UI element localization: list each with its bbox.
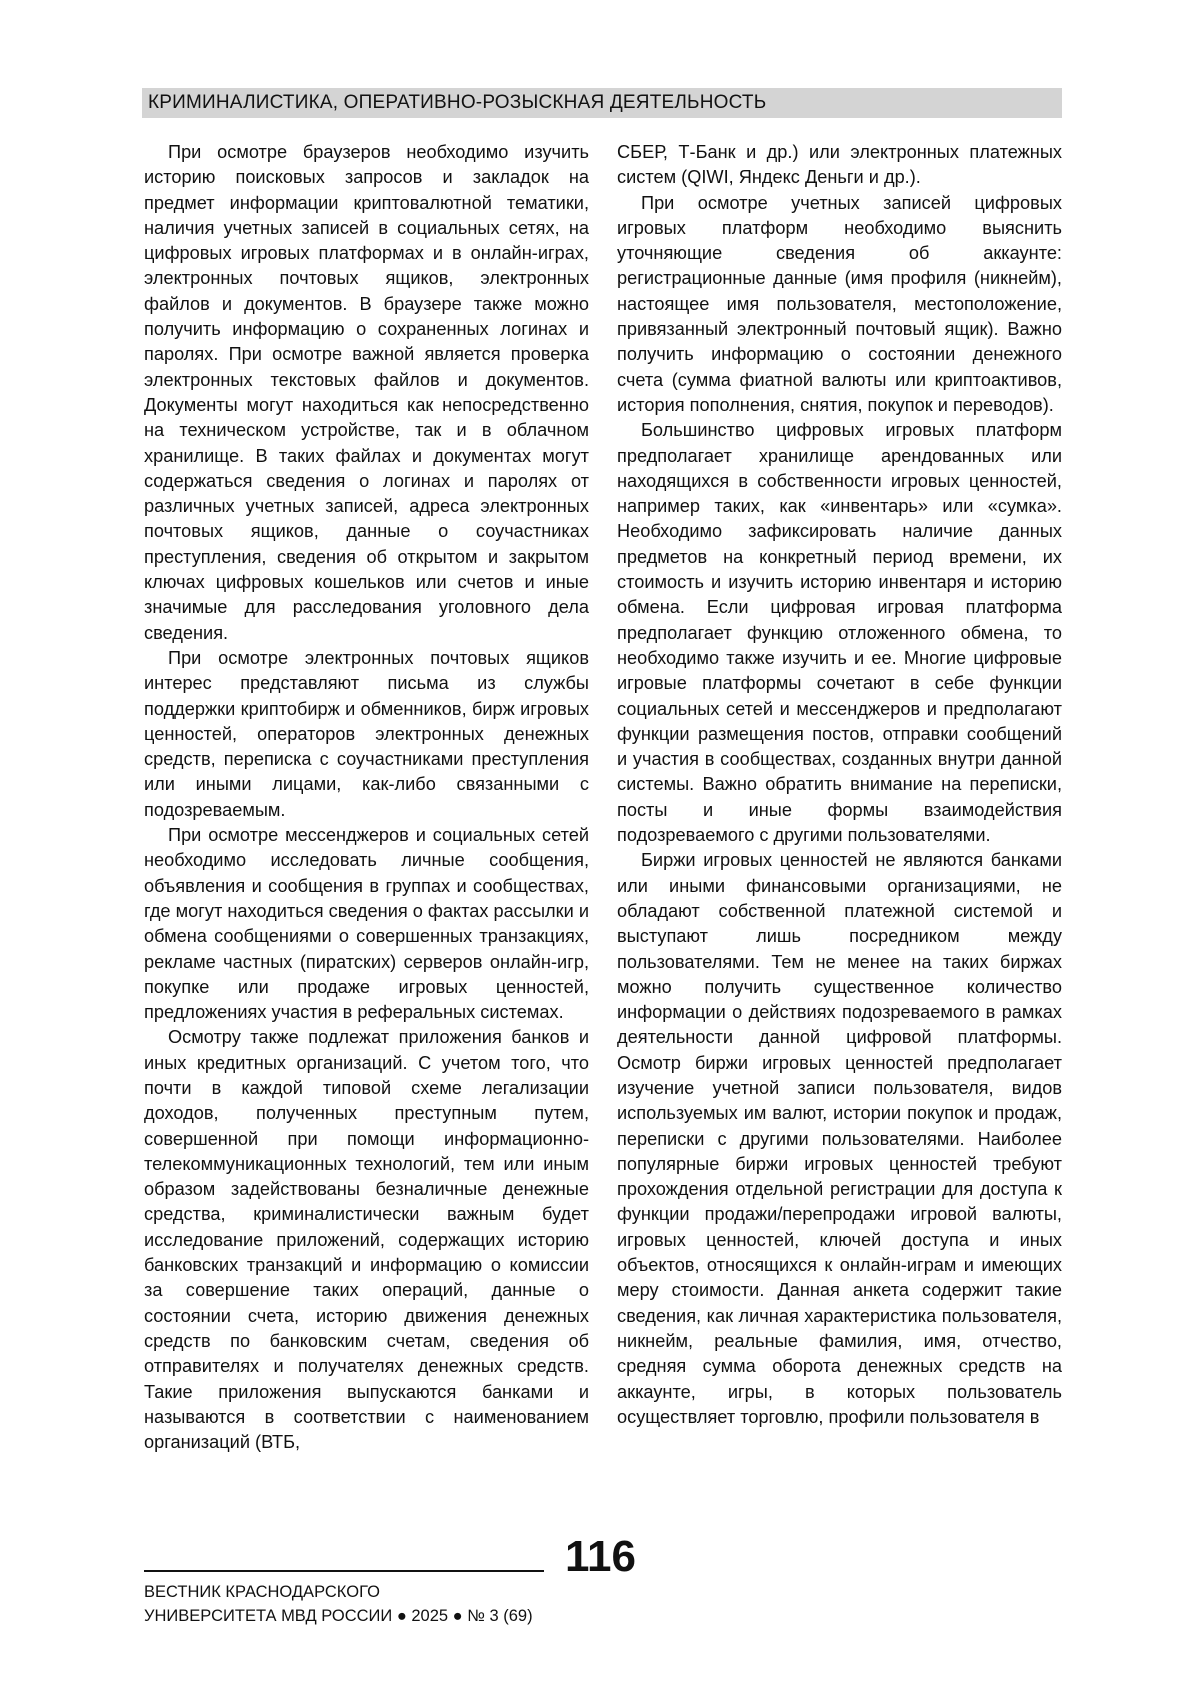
- paragraph: Большинство цифровых игровых платформ предполагает хранилище арендованных или находящихся в собственности игровых ценностей, например таких, как «инвентарь» или «сумка». Необходимо зафиксировать наличие данных предметов на конкретный период времени, их стоимость и изучить историю инвентаря и историю обмена. Если цифровая игровая платформа предполагает функцию отложенного обмена, то необходимо также изучить и ее. Многие цифровые игровые платформы сочетают в себе функции социальных сетей и мессенджеров и предполагают функции размещения постов, отправки сообщений и участия в сообществах, созданных внутри данной системы. Важно обратить внимание на переписки, посты и иные формы взаимодействия подозреваемого с другими пользователями.: [617, 420, 1062, 846]
- footer-divider: [144, 1570, 544, 1572]
- paragraph: При осмотре браузеров необходимо изучить историю поисковых запросов и закладок на предмет информации криптовалютной тематики, наличия учетных записей в социальных сетях, на цифровых игровых платформах и в онлайн-играх, электронных почтовых ящиков, электронных файлов и документов. В браузере также можно получить информацию о сохраненных логинах и паролях. При осмотре важной является проверка электронных текстовых файлов и документов. Документы могут находиться как непосредственно на техническом устройстве, так и в облачном хранилище. В таких файлах и документах могут содержаться сведения о логинах и паролях от различных учетных записей, адреса электронных почтовых ящиков, данные о соучастниках преступления, сведения об открытом и закрытом ключах цифровых кошельков или счетов и иные значимые для расследования уголовного дела сведения.: [144, 142, 589, 643]
- paragraph: Осмотру также подлежат приложения банков и иных кредитных организаций. С учетом того, что почти в каждой типовой схеме легализации доходов, полученных преступным путем, совершенной при помощи информационно-телекоммуникационных технологий, тем или иным образом задействованы безналичные денежные средства, криминалистически важным будет исследование приложений, содержащих историю банковских транзакций и информацию о комиссии за совершение таких операций, данные о состоянии счета, историю движения денежных средств по банковским счетам, сведения об отправителях и получателях денежных средств. Такие приложения выпускаются банками и называются в соответствии с наименованием организаций (ВТБ,: [144, 1027, 589, 1453]
- right-column: [617, 140, 1062, 1535]
- paragraph: Биржи игровых ценностей не являются банками или иными финансовыми организациями, не обладают собственной платежной системой и выступают лишь посредником между пользователями. Тем не менее на таких биржах можно получить существенное количество информации о действиях подозреваемого в рамках деятельности данной цифровой платформы. Осмотр биржи игровых ценностей предполагает изучение учетной записи пользователя, видов используемых им валют, истории покупок и продаж, переписки с другими пользователями. Наиболее популярные биржи игровых ценностей требуют прохождения отдельной регистрации для доступа к функции продажи/перепродажи игровой валюты, игровых ценностей, ключей доступа и иных объектов, относящихся к онлайн-играм и имеющих меру стоимости. Данная анкета содержит такие сведения, как личная характеристика пользователя, никнейм, реальные фамилия, имя, отчество, средняя сумма оборота денежных средств на аккаунте, игры, в которых пользователь осуществляет торговлю, профили пользователя в: [617, 850, 1062, 1427]
- paragraph: При осмотре мессенджеров и социальных сетей необходимо исследовать личные сообщения, объявления и сообщения в группах и сообществах, где могут находиться сведения о фактах рассылки и обмена сообщениями о совершенных транзакциях, рекламе частных (пиратских) серверов онлайн-игр, покупке или продаже игровых ценностей, предложениях участия в реферальных системах.: [144, 825, 589, 1023]
- paragraph-continued: СБЕР, Т-Банк и др.) или электронных платежных систем (QIWI, Яндекс Деньги и др.).: [617, 142, 1062, 188]
- journal-title-line-1: ВЕСТНИК КРАСНОДАРСКОГО: [144, 1583, 380, 1601]
- section-title: КРИМИНАЛИСТИКА, ОПЕРАТИВНО-РОЗЫСКНАЯ ДЕЯТЕЛЬНОСТЬ: [148, 92, 767, 113]
- paragraph: При осмотре учетных записей цифровых игровых платформ необходимо выяснить уточняющие сведения об аккаунте: регистрационные данные (имя профиля (никнейм), настоящее имя пользователя, местоположение, привязанный электронный почтовый ящик). Важно получить информацию о состоянии денежного счета (сумма фиатной валюты или криптоактивов, история пополнения, снятия, покупок и переводов).: [617, 192, 1062, 415]
- journal-title-line-2: УНИВЕРСИТЕТА МВД РОССИИ ● 2025 ● № 3 (69): [144, 1607, 533, 1625]
- page-number: 116: [565, 1532, 636, 1581]
- paragraph: При осмотре электронных почтовых ящиков интерес представляют письма из службы поддержки криптобирж и обменников, бирж игровых ценностей, операторов электронных денежных средств, переписка с соучастниками преступления или иными лицами, как-либо связанными с подозреваемым.: [144, 647, 589, 820]
- journal-title: [144, 1580, 533, 1628]
- left-column: [144, 140, 589, 1535]
